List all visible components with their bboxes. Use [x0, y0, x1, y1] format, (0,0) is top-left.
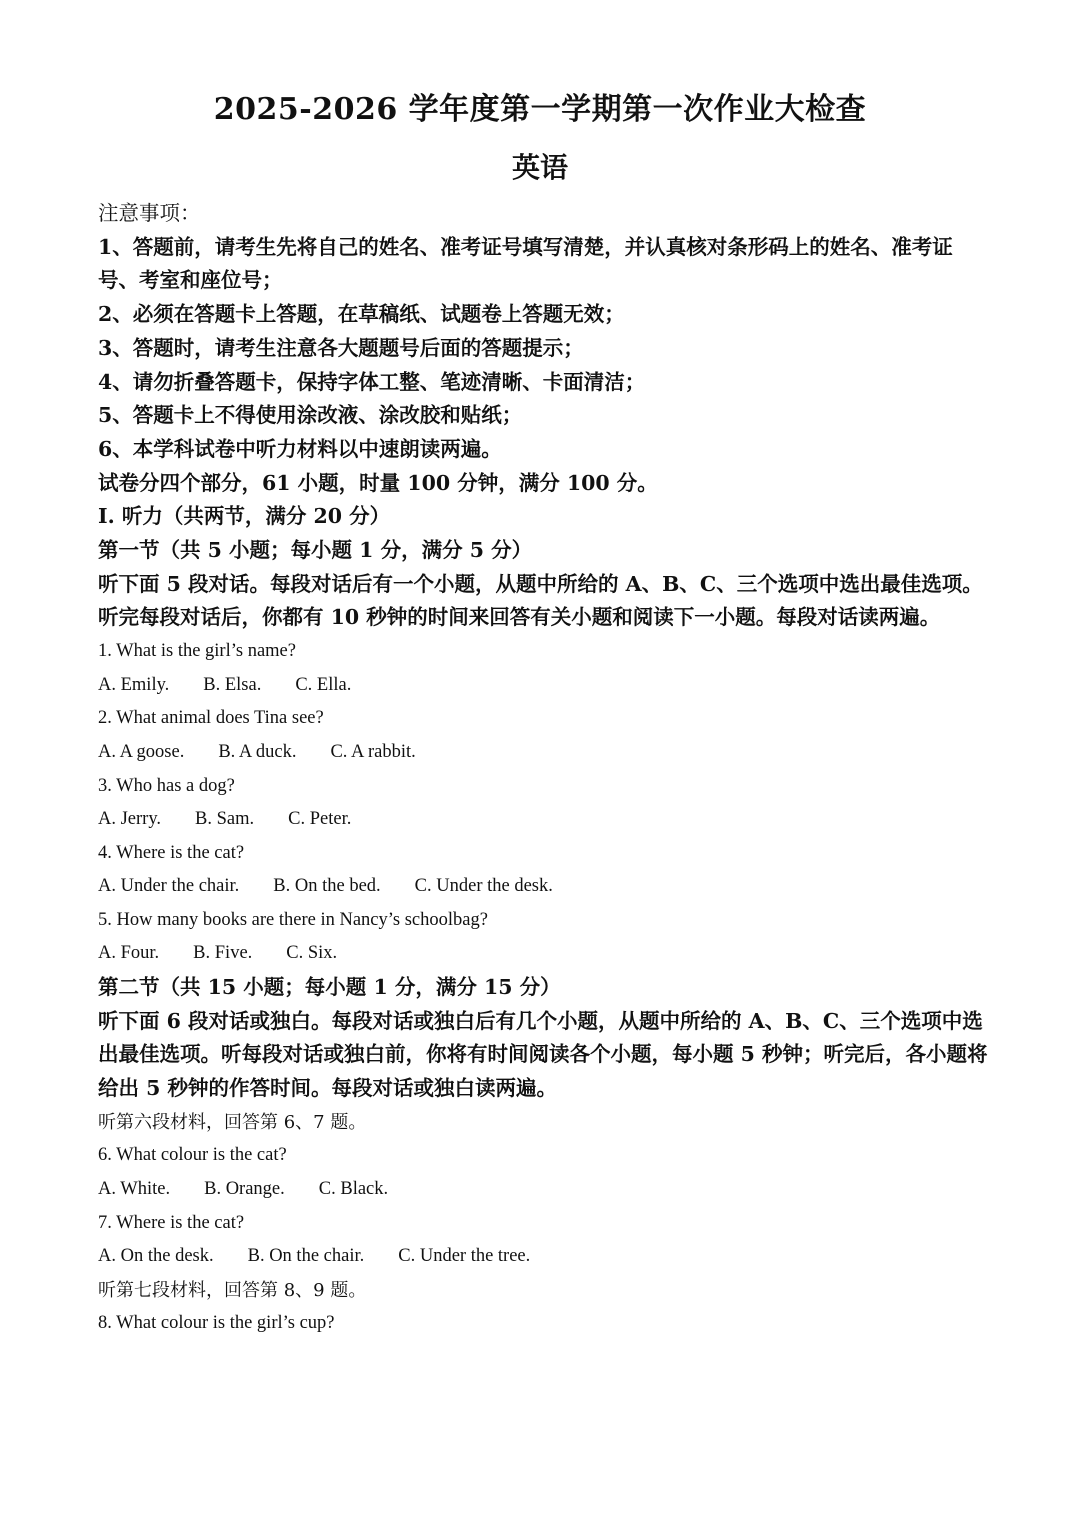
option: A. Four. [98, 943, 160, 964]
exam-title: 2025-2026 学年度第一学期第一次作业大检查 [213, 92, 867, 127]
question: 5. How many books are there in Nancy’s schoolbag? [98, 909, 488, 930]
question: 8. What colour is the girl’s cup? [98, 1313, 335, 1334]
option: C. Six. [286, 943, 338, 964]
question: 7. Where is the cat? [98, 1212, 245, 1233]
question-options [98, 1173, 988, 1207]
question: 6. What colour is the cat? [98, 1145, 287, 1166]
option: A. On the desk. [98, 1246, 214, 1267]
notice-item: 5、答题卡上不得使用涂改液、涂改胶和贴纸； [98, 403, 523, 428]
section-heading: 第二节（共 15 小题；每小题 1 分，满分 15 分） [98, 975, 561, 1000]
notice-item: 1、答题前，请考生先将自己的姓名、准考证号填写清楚，并认真核对条形码上的姓名、准考证号、考室和座位号； [98, 234, 953, 293]
question-options [98, 669, 988, 703]
question-options [98, 937, 988, 971]
option: B. A duck. [218, 741, 297, 762]
section-instructions: 听下面 5 段对话。每段对话后有一个小题，从题中所给的 A、B、C、三个选项中选出最佳选项。听完每段对话后，你都有 10 秒钟的时间来回答有关小题和阅读下一小题。每段对话读两遍。 [98, 571, 983, 630]
option: B. Sam. [195, 809, 255, 830]
option: B. On the bed. [273, 876, 381, 897]
group-label: 听第六段材料，回答第 6、7 题。 [98, 1111, 367, 1133]
question-options [98, 870, 988, 904]
exam-summary: 试卷分四个部分，61 小题，时量 100 分钟，满分 100 分。 [98, 470, 658, 495]
option: B. Elsa. [203, 674, 262, 695]
section-heading: 第一节（共 5 小题；每小题 1 分，满分 5 分） [98, 538, 533, 563]
option: A. Jerry. [98, 809, 162, 830]
option: C. A rabbit. [330, 741, 416, 762]
option: A. White. [98, 1179, 171, 1200]
question: 2. What animal does Tina see? [98, 708, 324, 729]
option: C. Black. [318, 1179, 389, 1200]
notice-item: 6、本学科试卷中听力材料以中速朗读两遍。 [98, 436, 502, 461]
section-instructions: 听下面 6 段对话或独白。每段对话或独白后有几个小题，从题中所给的 A、B、C、三个选项中选出最佳选项。听每段对话或独白前，你将有时间阅读各个小题，每小题 5 秒钟；听完后，各小题将给出 5 秒钟的作答时间。每段对话或独白读两遍。 [98, 1008, 988, 1101]
question: 3. Who has a dog? [98, 775, 235, 796]
question: 4. Where is the cat? [98, 842, 245, 863]
subject-title: 英语 [511, 151, 568, 184]
part-heading: I. 听力（共两节，满分 20 分） [98, 504, 391, 529]
option: A. A goose. [98, 741, 185, 762]
notice-item: 3、答题时，请考生注意各大题题号后面的答题提示； [98, 335, 584, 360]
group-label: 听第七段材料，回答第 8、9 题。 [98, 1279, 367, 1301]
notice-item: 4、请勿折叠答题卡，保持字体工整、笔迹清晰、卡面清洁； [98, 369, 646, 394]
option: C. Under the desk. [414, 876, 553, 897]
question-options [98, 803, 988, 837]
option: B. On the chair. [247, 1246, 365, 1267]
option: C. Under the tree. [398, 1246, 531, 1267]
option: C. Peter. [288, 809, 352, 830]
question-options [98, 1240, 988, 1274]
option: B. Five. [193, 943, 253, 964]
option: C. Ella. [295, 674, 352, 695]
option: A. Emily. [98, 674, 170, 695]
option: B. Orange. [204, 1179, 285, 1200]
notice-heading: 注意事项： [98, 201, 201, 225]
notice-item: 2、必须在答题卡上答题，在草稿纸、试题卷上答题无效； [98, 302, 625, 327]
question: 1. What is the girl’s name? [98, 641, 296, 662]
exam-content [98, 197, 988, 1341]
question-options [98, 736, 988, 770]
option: A. Under the chair. [98, 876, 240, 897]
